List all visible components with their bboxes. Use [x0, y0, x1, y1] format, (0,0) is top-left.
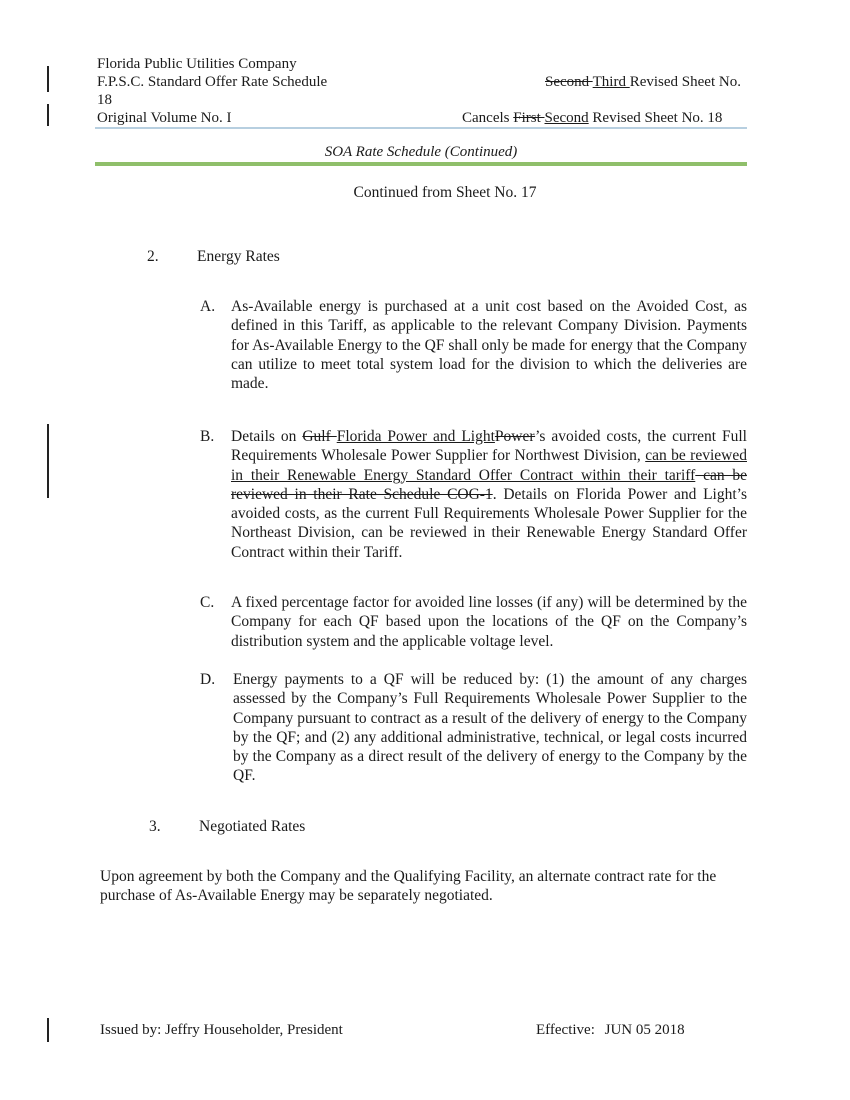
cancels-sheet-label — [462, 109, 722, 127]
item-2b-text — [231, 427, 747, 562]
item-2a-label: A. — [200, 298, 216, 315]
change-bar-footer — [47, 1018, 49, 1042]
cancels-prefix: Cancels — [462, 110, 514, 126]
cancels-inserted-text: Second — [544, 110, 589, 126]
sheet-number-wrap: 18 — [97, 92, 112, 108]
effective-label: Effective: — [536, 1022, 595, 1038]
header-rule-green — [95, 162, 747, 166]
revised-sheet-label — [545, 73, 741, 91]
effective-date: JUN 05 2018 — [604, 1022, 685, 1038]
change-bar-header-1 — [47, 66, 49, 92]
item-2b-inserted-2: can be reviewed in their Renewable Energy Standard Offer Contract within their tariff — [231, 447, 747, 484]
rate-schedule-name: F.P.S.C. Standard Offer Rate Schedule — [97, 74, 328, 90]
item-2-title: Energy Rates — [197, 248, 280, 265]
item-2b-deleted-2: Power — [494, 428, 536, 445]
cancels-deleted-text: First — [513, 110, 545, 126]
item-2d-text: Energy payments to a QF will be reduced by: (1) the amount of any charges assessed by the Company’s Full Requirements Wholesale Power Supplier to the Company pursuant to contract as a result of the delivery of energy to the Company by the QF; and (2) any additional administrative, technical, or legal costs incurred by the Company as a direct result of the delivery of energy to the Company by the QF. — [233, 671, 747, 785]
revised-inserted-text: Third — [592, 74, 630, 90]
revised-label-rest: Revised Sheet No. — [629, 74, 741, 90]
item-2b-part-1: Details on — [231, 428, 303, 445]
item-3-text: Upon agreement by both the Company and the Qualifying Facility, an alternate contract rate for the purchase of As-Available Energy may be separately negotiated. — [100, 868, 717, 905]
item-2d-label: D. — [200, 671, 216, 688]
change-bar-header-2 — [47, 104, 49, 126]
change-bar-section-b — [47, 424, 49, 498]
section-title: SOA Rate Schedule (Continued) — [324, 144, 518, 160]
item-3-number: 3. — [149, 818, 161, 835]
item-2b-part-3: . Details on Florida Power and Light’s avoided costs, as the current Full Requirements Wholesale Power Supplier for the Northeast Division, can be reviewed in their Renewable Energy Standard Offer Contract within their Tariff. — [231, 485, 747, 561]
item-3-title: Negotiated Rates — [199, 818, 306, 835]
item-2b-deleted-3: can be reviewed in their Rate Schedule COG-1 — [231, 466, 747, 503]
header-left — [97, 55, 397, 127]
revised-deleted-text: Second — [545, 74, 593, 90]
item-2c-text: A fixed percentage factor for avoided line losses (if any) will be determined by the Company for each QF based upon the locations of the QF on the Company’s distribution system and the applicable voltage level. — [231, 594, 747, 650]
continued-note: Continued from Sheet No. 17 — [353, 184, 537, 201]
item-2-number: 2. — [147, 248, 159, 265]
item-2b-inserted-1: Florida Power and Light — [336, 428, 495, 445]
header-rule-top — [95, 127, 747, 129]
item-2b-label: B. — [200, 428, 215, 445]
issued-by: Issued by: Jeffry Householder, President — [100, 1022, 343, 1038]
company-name: Florida Public Utilities Company — [97, 56, 297, 72]
volume-label: Original Volume No. I — [97, 110, 232, 126]
item-2a-text: As-Available energy is purchased at a unit cost based on the Avoided Cost, as defined in this Tariff, as applicable to the relevant Company Division. Payments for As-Available Energy to the QF shall only be made for energy that the Company can utilize to meet total system load for the division to which the deliveries are made. — [231, 298, 747, 393]
item-2b-part-2: ’s avoided costs, the current Full Requirements Wholesale Power Supplier for Northwest Division, — [231, 428, 747, 465]
effective-date-line — [536, 1021, 685, 1039]
item-2c-label: C. — [200, 594, 215, 611]
item-2b-deleted-1: Gulf — [302, 428, 337, 445]
cancels-label-rest: Revised Sheet No. 18 — [588, 110, 723, 126]
